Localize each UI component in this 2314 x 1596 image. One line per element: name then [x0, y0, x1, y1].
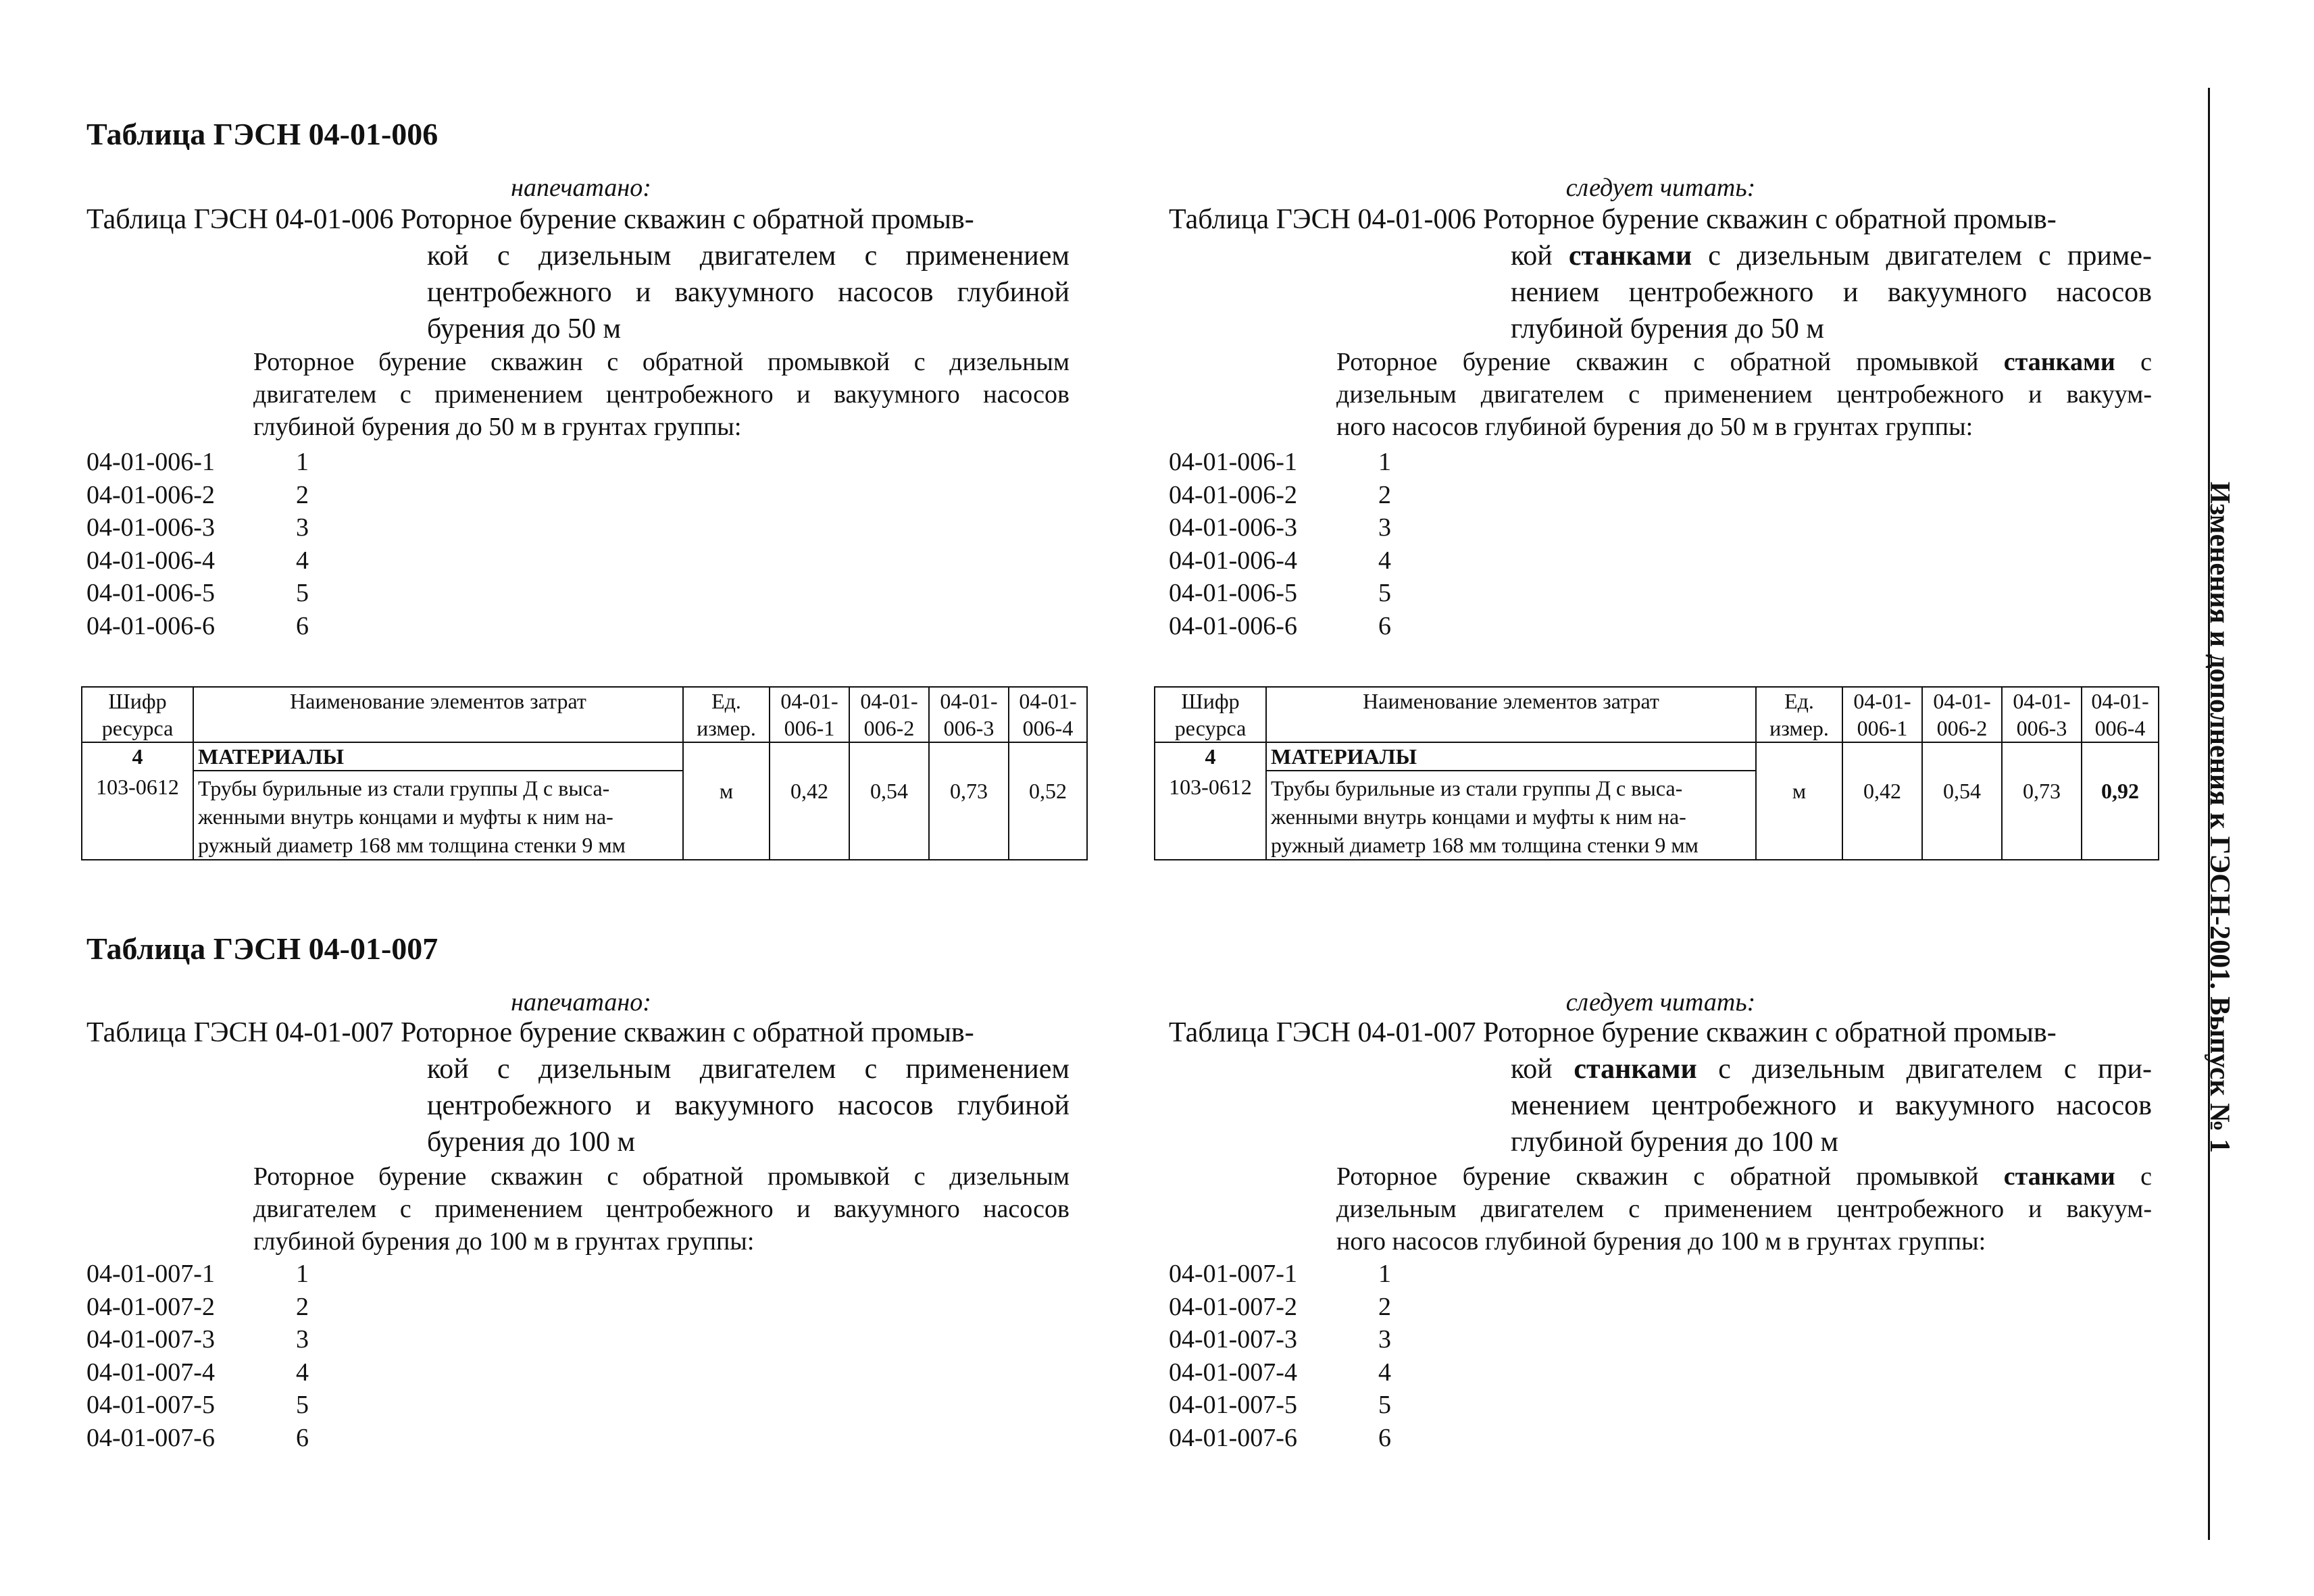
title-line: кой с дизельным двигателем с применением	[427, 1054, 1070, 1085]
table-row	[1155, 742, 2159, 771]
code: 04-01-007-2	[1169, 1292, 1297, 1321]
header-cell: 006-2	[849, 715, 929, 742]
cell	[770, 742, 849, 771]
text-run: с	[2115, 348, 2152, 376]
code-row	[1169, 1389, 1405, 1422]
value-cell: 0,73	[929, 771, 1009, 860]
description-line: Роторное бурение скважин с обратной промывкой с дизельным	[253, 1162, 1070, 1191]
description-line: дизельным двигателем с применением центробежного и вакуум-	[1336, 380, 2152, 409]
group-number: 1	[296, 1260, 309, 1288]
section1-heading: Таблица ГЭСН 04-01-006	[86, 117, 438, 151]
code: 04-01-006-6	[86, 611, 215, 640]
group-number: 6	[1378, 1423, 1391, 1452]
code-row	[86, 479, 323, 512]
group-code: 4	[82, 742, 193, 771]
resource-name-line: ружный диаметр 168 мм толщина стенки 9 мм	[198, 833, 626, 857]
side-caption: Изменения и дополнения к ГЭСН-2001. Выпуск № 1	[2204, 482, 2235, 1153]
cell	[1756, 742, 1842, 771]
title-line: Таблица ГЭСН 04-01-007 Роторное бурение скважин с обратной промыв-	[1169, 1017, 2057, 1048]
title-line: менением центробежного и вакуумного насосов	[1511, 1090, 2152, 1121]
code: 04-01-007-5	[1169, 1391, 1297, 1419]
group-number: 5	[296, 1391, 309, 1419]
title-line: центробежного и вакуумного насосов глубиной	[427, 1090, 1070, 1121]
table-row	[82, 742, 1087, 771]
header-cell: 006-4	[2082, 715, 2159, 742]
group-number: 1	[1378, 448, 1391, 476]
header-cell: 04-01-	[2082, 687, 2159, 715]
text-run: с дизельным двигателем с приме-	[1692, 240, 2152, 272]
emphasis-text: станками	[2003, 348, 2115, 376]
group-number: 2	[1378, 480, 1391, 509]
value-cell: 0,54	[1922, 771, 2002, 860]
description-line: ного насосов глубиной бурения до 50 м в грунтах группы:	[1336, 413, 1973, 441]
code-row	[86, 1291, 323, 1324]
resource-name-line: Трубы бурильные из стали группы Д с выса-	[198, 776, 610, 800]
header-cell	[193, 715, 683, 742]
description-line: глубиной бурения до 100 м в грунтах группы:	[253, 1227, 755, 1256]
code: 04-01-006-2	[1169, 480, 1297, 509]
code-row	[86, 544, 323, 577]
code: 04-01-006-6	[1169, 611, 1297, 640]
group-number: 1	[296, 448, 309, 476]
code: 04-01-006-4	[1169, 546, 1297, 575]
code-list	[86, 1258, 323, 1454]
code-list	[1169, 1258, 1405, 1454]
title-line: Таблица ГЭСН 04-01-007 Роторное бурение скважин с обратной промыв-	[86, 1017, 974, 1048]
title-line: кой с дизельным двигателем с применением	[427, 240, 1070, 272]
header-cell: 006-1	[770, 715, 849, 742]
code: 04-01-006-5	[1169, 579, 1297, 607]
cell	[683, 742, 770, 771]
header-cell: 04-01-	[2002, 687, 2082, 715]
text-run: с	[2115, 1162, 2152, 1191]
value-cell-corrected: 0,92	[2082, 771, 2159, 860]
header-cell: 04-01-	[1009, 687, 1087, 715]
value-cell: 0,52	[1009, 771, 1087, 860]
group-number: 4	[296, 1358, 309, 1387]
code-row	[1169, 610, 1405, 643]
printed-label: напечатано:	[511, 174, 651, 202]
code: 04-01-006-2	[86, 480, 215, 509]
title-line: Таблица ГЭСН 04-01-006 Роторное бурение скважин с обратной промыв-	[1169, 204, 2057, 235]
code-row	[1169, 577, 1405, 610]
header-cell: измер.	[683, 715, 770, 742]
printed-label: напечатано:	[511, 988, 651, 1016]
description-line	[1336, 1160, 2152, 1193]
title-line: нением центробежного и вакуумного насосов	[1511, 277, 2152, 308]
group-code: 4	[1155, 742, 1266, 771]
code-row	[1169, 1422, 1405, 1455]
resource-code: 103-0612	[82, 771, 193, 860]
description-line: двигателем с применением центробежного и вакуумного насосов	[253, 1195, 1070, 1223]
code: 04-01-007-5	[86, 1391, 215, 1419]
table-header-row	[82, 715, 1087, 742]
code-row	[86, 1422, 323, 1455]
code-row	[1169, 1356, 1405, 1389]
code: 04-01-006-1	[86, 448, 215, 476]
group-number: 5	[1378, 1391, 1391, 1419]
code: 04-01-007-4	[86, 1358, 215, 1387]
code-row	[86, 446, 323, 479]
header-cell: 006-3	[2002, 715, 2082, 742]
header-cell: 04-01-	[849, 687, 929, 715]
table-row	[1155, 771, 2159, 860]
unit-cell: м	[1756, 771, 1842, 860]
section2-heading: Таблица ГЭСН 04-01-007	[86, 931, 438, 966]
cell	[929, 742, 1009, 771]
code-list	[1169, 446, 1405, 642]
group-number: 3	[1378, 1325, 1391, 1354]
should-read-label: следует читать:	[1565, 174, 1756, 202]
group-number: 4	[296, 546, 309, 575]
code: 04-01-006-4	[86, 546, 215, 575]
header-cell: ресурса	[82, 715, 193, 742]
description-line: ного насосов глубиной бурения до 100 м в грунтах группы:	[1336, 1227, 1986, 1256]
cell	[2002, 742, 2082, 771]
title-line	[1511, 1051, 2152, 1087]
title-line	[1511, 238, 2152, 274]
code: 04-01-007-3	[86, 1325, 215, 1354]
header-cell: 006-4	[1009, 715, 1087, 742]
header-cell: 006-1	[1842, 715, 1922, 742]
code: 04-01-007-2	[86, 1292, 215, 1321]
header-cell: ресурса	[1155, 715, 1266, 742]
code-row	[86, 1258, 323, 1291]
group-number: 2	[1378, 1292, 1391, 1321]
group-number: 4	[1378, 546, 1391, 575]
resource-name	[1266, 771, 1756, 860]
code-row	[86, 577, 323, 610]
cell	[849, 742, 929, 771]
code-row	[1169, 446, 1405, 479]
code: 04-01-007-1	[1169, 1260, 1297, 1288]
text-run: кой	[1511, 240, 1569, 272]
description-line: глубиной бурения до 50 м в грунтах группы:	[253, 413, 742, 441]
value-cell: 0,42	[770, 771, 849, 860]
code: 04-01-006-3	[1169, 513, 1297, 542]
cell	[1842, 742, 1922, 771]
header-cell: 006-3	[929, 715, 1009, 742]
resource-table-corrected	[1154, 686, 2159, 860]
header-cell: измер.	[1756, 715, 1842, 742]
code: 04-01-006-1	[1169, 448, 1297, 476]
table-row	[82, 771, 1087, 860]
table-header-row	[82, 687, 1087, 715]
title-line: бурения до 50 м	[427, 313, 622, 344]
text-run: кой	[1511, 1054, 1574, 1085]
cell	[1009, 742, 1087, 771]
code-row	[1169, 511, 1405, 544]
header-cell: Шифр	[1155, 687, 1266, 715]
title-line: бурения до 100 м	[427, 1127, 636, 1158]
resource-name-line: женными внутрь концами и муфты к ним на-	[1271, 804, 1686, 829]
code-list	[86, 446, 323, 642]
header-cell: 04-01-	[770, 687, 849, 715]
resource-name-line: ружный диаметр 168 мм толщина стенки 9 мм	[1271, 833, 1699, 857]
header-cell: Наименование элементов затрат	[193, 687, 683, 715]
group-number: 2	[296, 480, 309, 509]
code: 04-01-007-6	[86, 1423, 215, 1452]
header-cell: Наименование элементов затрат	[1266, 687, 1756, 715]
group-number: 5	[1378, 579, 1391, 607]
group-number: 2	[296, 1292, 309, 1321]
title-line: глубиной бурения до 50 м	[1511, 313, 1824, 344]
code-row	[1169, 544, 1405, 577]
group-number: 4	[1378, 1358, 1391, 1387]
code-row	[1169, 1258, 1405, 1291]
header-cell: 04-01-	[1922, 687, 2002, 715]
text-run: Роторное бурение скважин с обратной промывкой	[1336, 348, 2004, 376]
code: 04-01-007-1	[86, 1260, 215, 1288]
cell	[2082, 742, 2159, 771]
group-number: 3	[296, 513, 309, 542]
description-line: дизельным двигателем с применением центробежного и вакуум-	[1336, 1195, 2152, 1223]
code: 04-01-006-3	[86, 513, 215, 542]
code-row	[86, 1389, 323, 1422]
code-row	[1169, 1323, 1405, 1356]
code-row	[86, 1356, 323, 1389]
should-read-label: следует читать:	[1565, 988, 1756, 1016]
unit-cell: м	[683, 771, 770, 860]
code-row	[86, 610, 323, 643]
resource-name-line: женными внутрь концами и муфты к ним на-	[198, 804, 613, 829]
value-cell: 0,42	[1842, 771, 1922, 860]
code: 04-01-007-4	[1169, 1358, 1297, 1387]
title-line: глубиной бурения до 100 м	[1511, 1127, 1838, 1158]
title-line: центробежного и вакуумного насосов глубиной	[427, 277, 1070, 308]
value-cell: 0,54	[849, 771, 929, 860]
group-number: 3	[296, 1325, 309, 1354]
header-cell: Шифр	[82, 687, 193, 715]
emphasis-text: станками	[1574, 1054, 1697, 1085]
text-run: с дизельным двигателем с при-	[1696, 1054, 2152, 1085]
group-name: МАТЕРИАЛЫ	[193, 742, 683, 771]
table-header-row	[1155, 687, 2159, 715]
code: 04-01-007-6	[1169, 1423, 1297, 1452]
code: 04-01-006-5	[86, 579, 215, 607]
resource-table-printed	[81, 686, 1088, 860]
resource-code: 103-0612	[1155, 771, 1266, 860]
cell	[1922, 742, 2002, 771]
group-number: 6	[296, 1423, 309, 1452]
description-line	[1336, 346, 2152, 378]
header-cell: 04-01-	[929, 687, 1009, 715]
header-cell: Ед.	[683, 687, 770, 715]
description-line: двигателем с применением центробежного и вакуумного насосов	[253, 380, 1070, 409]
group-name: МАТЕРИАЛЫ	[1266, 742, 1756, 771]
header-cell	[1266, 715, 1756, 742]
emphasis-text: станками	[2003, 1162, 2115, 1191]
description-line: Роторное бурение скважин с обратной промывкой с дизельным	[253, 348, 1070, 376]
code-row	[86, 511, 323, 544]
header-cell: 04-01-	[1842, 687, 1922, 715]
code-row	[86, 1323, 323, 1356]
group-number: 5	[296, 579, 309, 607]
header-cell: 006-2	[1922, 715, 2002, 742]
text-run: Роторное бурение скважин с обратной промывкой	[1336, 1162, 2004, 1191]
group-number: 6	[296, 611, 309, 640]
code-row	[1169, 479, 1405, 512]
value-cell: 0,73	[2002, 771, 2082, 860]
header-cell: Ед.	[1756, 687, 1842, 715]
emphasis-text: станками	[1568, 240, 1692, 272]
code: 04-01-007-3	[1169, 1325, 1297, 1354]
resource-name-line: Трубы бурильные из стали группы Д с выса-	[1271, 776, 1683, 800]
group-number: 1	[1378, 1260, 1391, 1288]
group-number: 6	[1378, 611, 1391, 640]
resource-name	[193, 771, 683, 860]
group-number: 3	[1378, 513, 1391, 542]
title-line: Таблица ГЭСН 04-01-006 Роторное бурение скважин с обратной промыв-	[86, 204, 974, 235]
code-row	[1169, 1291, 1405, 1324]
table-header-row	[1155, 715, 2159, 742]
